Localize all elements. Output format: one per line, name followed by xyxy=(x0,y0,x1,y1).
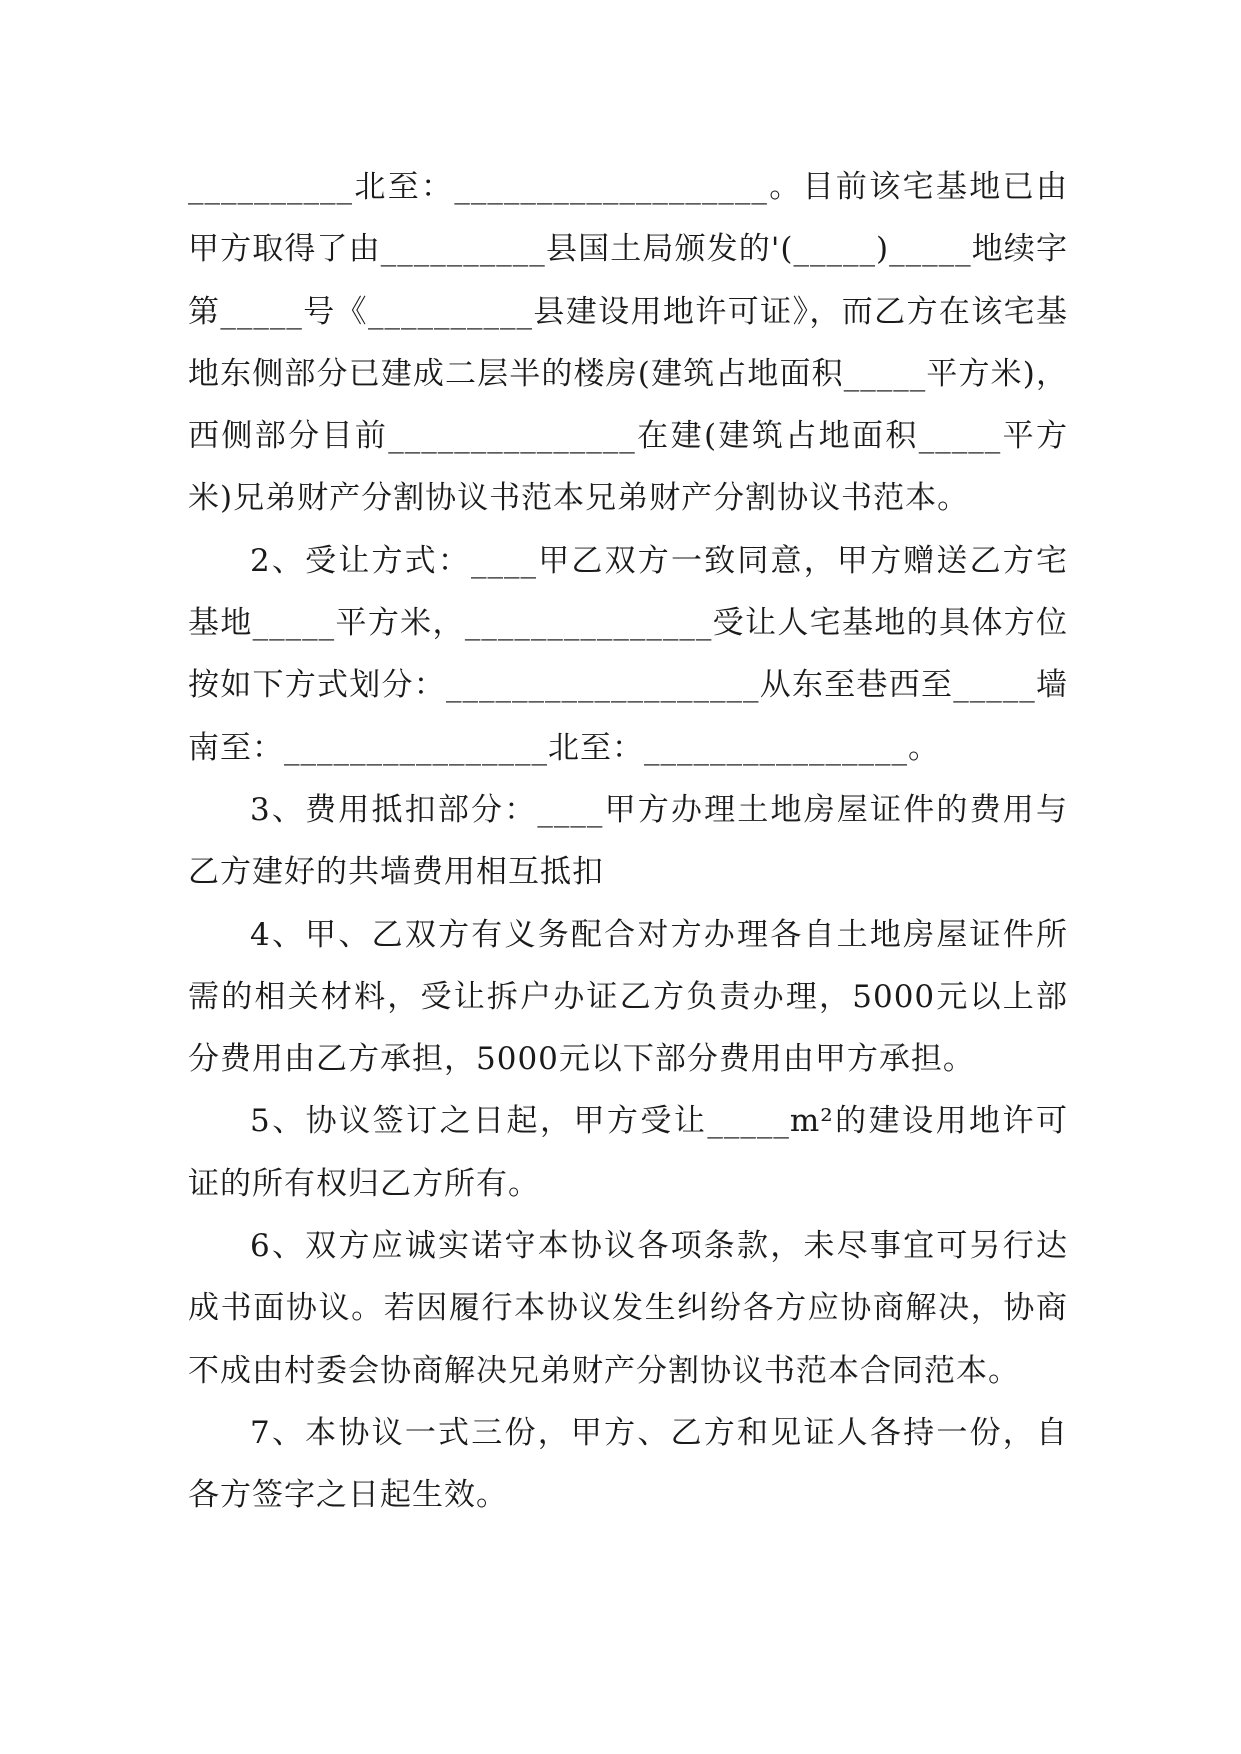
paragraph-clause-7: 7、本协议一式三份，甲方、乙方和见证人各持一份，自各方签字之日起生效。 xyxy=(188,1414,1068,1514)
paragraph-clause-4: 4、甲、乙双方有义务配合对方办理各自土地房屋证件所需的相关材料，受让拆户办证乙方负责办理，5000元以上部分费用由乙方承担，5000元以下部分费用由甲方承担。 xyxy=(188,916,1068,1078)
paragraph-clause-6: 6、双方应诚实诺守本协议各项条款，未尽事宜可另行达成书面协议。若因履行本协议发生纠纷各方应协商解决，协商不成由村委会协商解决兄弟财产分割协议书范本合同范本。 xyxy=(188,1228,1068,1389)
paragraph-clause-3: 3、费用抵扣部分：____甲方办理土地房屋证件的费用与乙方建好的共墙费用相互抵扣 xyxy=(188,791,1068,891)
document-body xyxy=(188,156,1068,1527)
paragraph-continued: __________北至：___________________。目前该宅基地已由甲方取得了由__________县国土局颁发的'(_____)_____地续字第_____号《__________县建设用地许可证》，而乙方在该宅基地东侧部分已建成二层半的楼房(建筑占地面积_____平方米)，西侧部分目前_______________在建(建筑占地面积_____平方米)兄弟财产分割协议书范本兄弟财产分割协议书范本。 xyxy=(188,169,1068,517)
paragraph-clause-2: 2、受让方式：____甲乙双方一致同意，甲方赠送乙方宅基地_____平方米，_______________受让人宅基地的具体方位按如下方式划分：___________________从东至巷西至_____墙南至：________________北至：________________。 xyxy=(188,542,1068,766)
paragraph-clause-5: 5、协议签订之日起，甲方受让_____m²的建设用地许可证的所有权归乙方所有。 xyxy=(188,1103,1068,1202)
